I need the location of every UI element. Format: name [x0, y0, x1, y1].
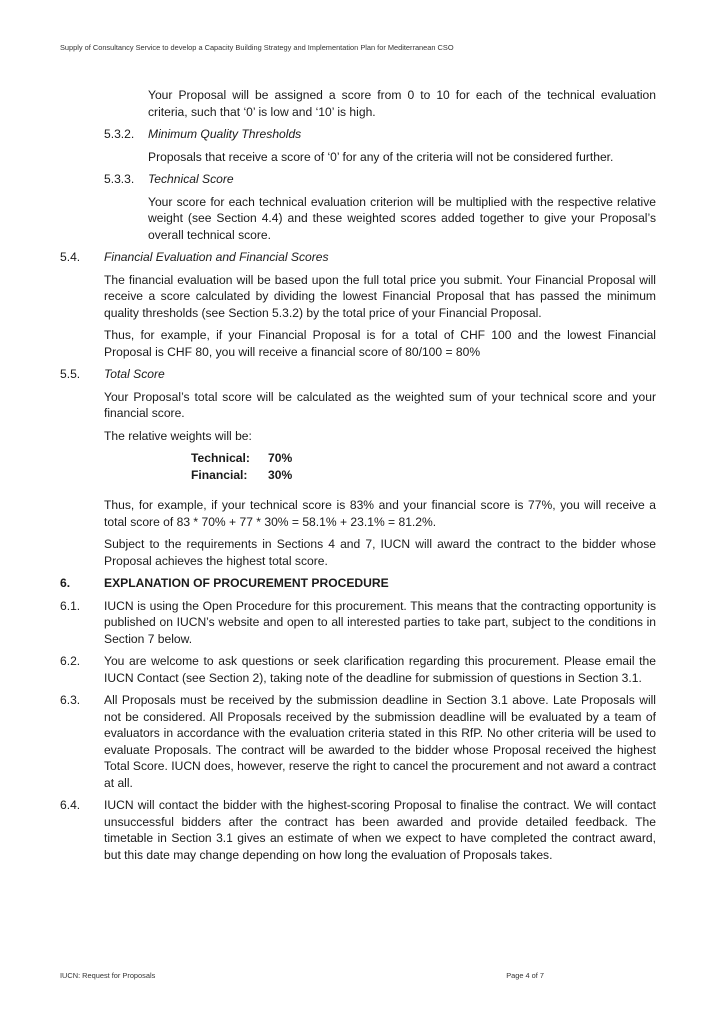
paragraph-5-5-b: The relative weights will be:: [104, 428, 252, 443]
heading-5-3-3: [60, 171, 656, 188]
list-item-6-2: [60, 653, 656, 686]
heading-title: EXPLANATION OF PROCUREMENT PROCEDURE: [104, 576, 389, 590]
weight-row-financial: [191, 467, 656, 484]
item-text: You are welcome to ask questions or seek clarification regarding this procurement. Please email the IUCN Contact (see Section 2), taking note of the deadline for submission of questions in Section 3.1.: [104, 654, 656, 685]
weight-value: 30%: [268, 467, 293, 482]
weight-row-technical: [191, 450, 656, 467]
item-text: All Proposals must be received by the submission deadline in Section 3.1 above. Late Proposals will not be considered. All Proposals received by the submission deadline will be evaluated by a team of evaluators in accordance with the evaluation criteria stated in this RfP. No other criteria will be used to evaluate Proposals. The contract will be awarded to the bidder whose Proposal received the highest Total Score. IUCN does, however, reserve the right to cancel the procurement and not award a contract at all.: [104, 693, 656, 790]
paragraph-5-5-c: Thus, for example, if your technical score is 83% and your financial score is 77%, you will receive a total score of 83 * 70% + 77 * 30% = 58.1% + 23.1% = 81.2%.: [104, 498, 656, 529]
heading-number: 5.3.2.: [104, 127, 135, 141]
heading-number: 5.4.: [60, 250, 81, 264]
heading-number: 5.5.: [60, 367, 81, 381]
weight-label: Financial:: [191, 467, 248, 482]
footer-title: IUCN: Request for Proposals: [60, 971, 156, 980]
list-item-6-1: [60, 598, 656, 648]
paragraph-5-4-a: The financial evaluation will be based upon the full total price you submit. Your Financial Proposal will receive a score calculated by dividing the lowest Financial Proposal that has passed the minimum quality thresholds (see Section 5.3.2) by the total price of your Financial Proposal.: [104, 272, 656, 320]
paragraph-5-3-3: Your score for each technical evaluation criterion will be multiplied with the respective relative weight (see Section 4.4) and these weighted scores added together to give your Proposal’s overall technical score.: [148, 194, 656, 242]
paragraph-5-3-1: Your Proposal will be assigned a score from 0 to 10 for each of the technical evaluation criteria, such that ‘0’ is low and ‘10’ is high.: [148, 88, 656, 119]
heading-title: Total Score: [104, 367, 165, 381]
list-item-6-4: [60, 797, 656, 863]
paragraph-5-5-a: Your Proposal’s total score will be calculated as the weighted sum of your technical score and your financial score.: [104, 389, 656, 420]
heading-5-3-2: [60, 126, 656, 143]
running-header: Supply of Consultancy Service to develop a Capacity Building Strategy and Implementation Plan for Mediterranean CSO: [60, 43, 454, 52]
paragraph-5-3-2: Proposals that receive a score of ‘0’ for any of the criteria will not be considered further.: [148, 149, 614, 164]
heading-title: Technical Score: [148, 172, 234, 186]
paragraph-5-4-b: Thus, for example, if your Financial Proposal is for a total of CHF 100 and the lowest Financial Proposal is CHF 80, you will receive a financial score of 80/100 = 80%: [104, 328, 656, 359]
list-item-6-3: [60, 692, 656, 791]
running-footer: [60, 971, 656, 980]
heading-title: Minimum Quality Thresholds: [148, 127, 302, 141]
page-number: Page 4 of 7: [506, 971, 544, 980]
heading-6: [60, 575, 656, 592]
item-number: 6.1.: [60, 598, 81, 613]
item-text: IUCN is using the Open Procedure for this procurement. This means that the contracting opportunity is published on IUCN’s website and open to all interested parties to take part, subject to the conditions in Section 7 below.: [104, 598, 656, 646]
page-body: [60, 87, 656, 863]
heading-5-5: [60, 366, 656, 383]
heading-5-4: [60, 249, 656, 266]
paragraph-5-5-d: Subject to the requirements in Sections 4 and 7, IUCN will award the contract to the bidder whose Proposal achieves the highest total score.: [104, 537, 656, 568]
heading-number: 6.: [60, 576, 71, 590]
item-number: 6.4.: [60, 798, 81, 812]
item-number: 6.2.: [60, 654, 81, 668]
weight-value: 70%: [268, 451, 293, 465]
weight-label: Technical:: [191, 451, 250, 465]
heading-number: 5.3.3.: [104, 172, 135, 186]
weights-table: [191, 450, 656, 483]
item-number: 6.3.: [60, 693, 81, 707]
item-text: IUCN will contact the bidder with the highest-scoring Proposal to finalise the contract. We will contact unsuccessful bidders after the contract has been awarded and provide detailed feedback. The timetable in Section 3.1 gives an estimate of when we expect to have completed the contract award, but this date may change depending on how long the evaluation of Proposals takes.: [104, 798, 656, 862]
heading-title: Financial Evaluation and Financial Scores: [104, 250, 329, 264]
